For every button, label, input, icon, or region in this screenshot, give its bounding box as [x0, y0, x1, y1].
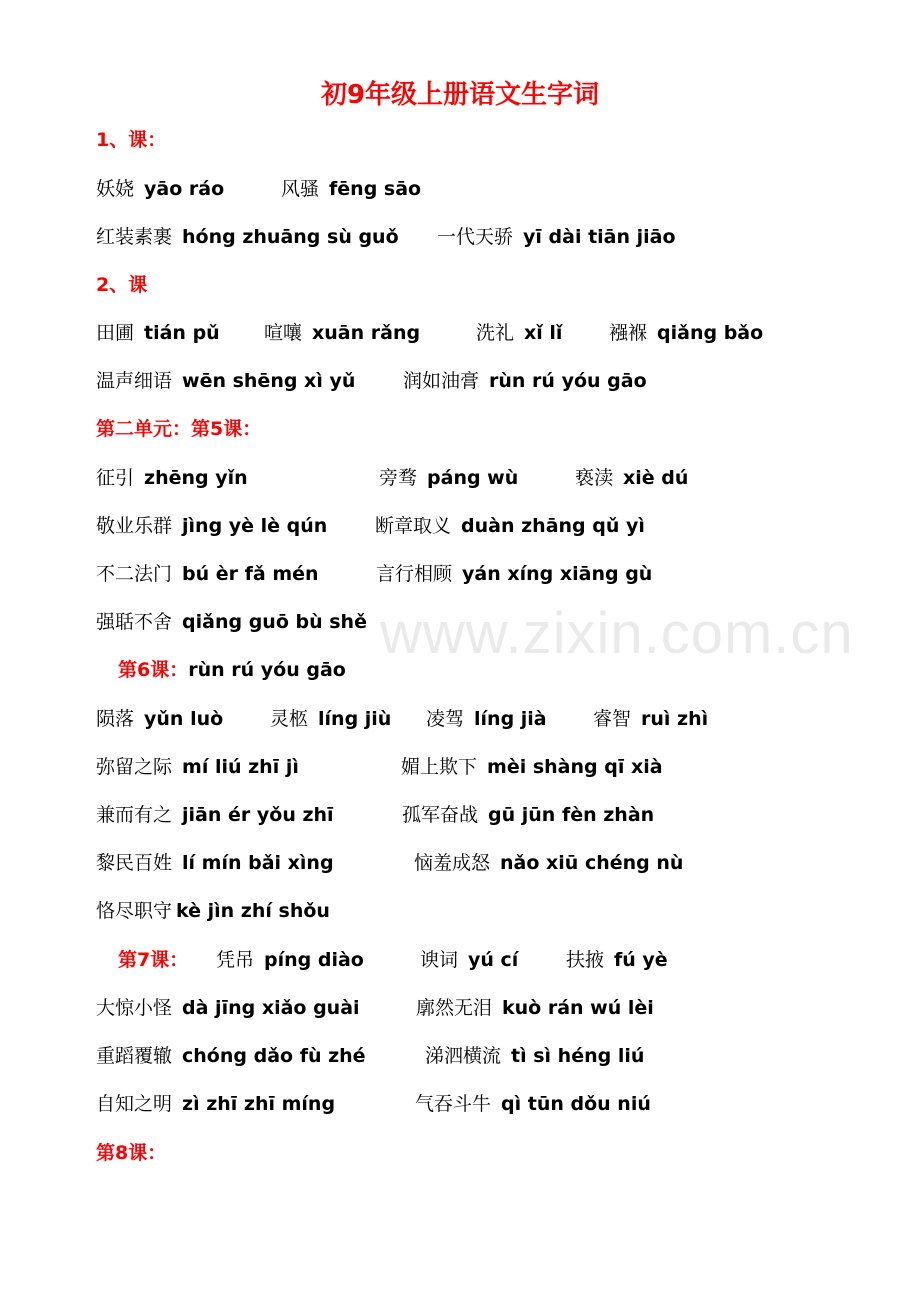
pinyin: qiǎng bǎo [657, 322, 764, 344]
pinyin: xiè dú [623, 467, 689, 489]
vocab-entry [437, 222, 676, 252]
pinyin: tì sì héng liú [511, 1045, 645, 1067]
pinyin: mèi shàng qī xià [487, 756, 663, 778]
pinyin: dà jīng xiǎo guài [182, 997, 360, 1019]
vocab-entry [216, 945, 364, 975]
hanzi: 妖娆 [96, 178, 135, 200]
pinyin: yī dài tiān jiāo [523, 226, 676, 248]
hanzi: 涕泗横流 [425, 1045, 502, 1067]
lesson-6-line [118, 655, 346, 685]
pinyin: wēn shēng xì yǔ [182, 370, 356, 392]
vocab-entry [96, 559, 319, 589]
vocab-entry [96, 318, 220, 348]
hanzi: 不二法门 [96, 563, 173, 585]
vocab-entry [375, 511, 645, 541]
hanzi: 重蹈覆辙 [96, 1045, 173, 1067]
hanzi: 凌驾 [426, 708, 465, 730]
vocab-entry [426, 704, 547, 734]
hanzi: 恪尽职守 [96, 900, 173, 922]
hanzi: 自知之明 [96, 1093, 173, 1115]
vocab-entry [566, 945, 668, 975]
unit-2-lesson-5-heading: 第二单元：第5课： [96, 418, 262, 440]
vocab-entry [96, 463, 248, 493]
pinyin: bú èr fǎ mén [182, 563, 319, 585]
hanzi: 弥留之际 [96, 756, 173, 778]
hanzi: 断章取义 [375, 515, 452, 537]
vocab-entry [425, 1041, 644, 1071]
hanzi: 旁骛 [379, 467, 418, 489]
hanzi: 强聒不舍 [96, 611, 173, 633]
hanzi: 襁褓 [609, 322, 648, 344]
vocab-entry [96, 607, 367, 637]
lesson-6-heading: 第6课： [118, 659, 189, 681]
vocab-entry [379, 463, 518, 493]
watermark: www.zixin.com.cn [380, 601, 854, 666]
vocab-entry [575, 463, 688, 493]
lesson-1-heading: 1、课： [96, 129, 167, 151]
pinyin: zhēng yǐn [144, 467, 248, 489]
pinyin: lí mín bǎi xìng [182, 852, 334, 874]
vocab-entry [376, 559, 652, 589]
vocab-entry [96, 1089, 335, 1119]
hanzi: 兼而有之 [96, 804, 173, 826]
vocab-entry [96, 1041, 366, 1071]
lesson-7-heading: 第7课： [118, 949, 189, 971]
pinyin: chóng dǎo fù zhé [182, 1045, 366, 1067]
vocab-entry [96, 511, 327, 541]
vocab-entry [96, 704, 223, 734]
pinyin: píng diào [264, 949, 364, 971]
pinyin: mí liú zhī jì [182, 756, 299, 778]
pinyin: yǔn luò [144, 708, 224, 730]
pinyin: qiǎng guō bù shě [182, 611, 367, 633]
vocab-entry [96, 896, 330, 926]
pinyin: rùn rú yóu gāo [489, 370, 647, 392]
pinyin: yú cí [468, 949, 519, 971]
vocab-entry [96, 752, 299, 782]
vocab-entry [96, 848, 334, 878]
vocab-entry [420, 945, 518, 975]
pinyin: ruì zhì [641, 708, 709, 730]
pinyin: kuò rán wú lèi [502, 997, 654, 1019]
pinyin: yán xíng xiāng gù [462, 563, 653, 585]
hanzi: 廓然无泪 [416, 997, 493, 1019]
hanzi: 黎民百姓 [96, 852, 173, 874]
hanzi: 红装素裹 [96, 226, 173, 248]
hanzi: 凭吊 [216, 949, 255, 971]
hanzi: 大惊小怪 [96, 997, 173, 1019]
hanzi: 气吞斗牛 [415, 1093, 492, 1115]
hanzi: 田圃 [96, 322, 135, 344]
hanzi: 言行相顾 [376, 563, 453, 585]
vocab-entry [96, 366, 355, 396]
pinyin: rùn rú yóu gāo [188, 659, 346, 681]
pinyin: kè jìn zhí shǒu [176, 900, 330, 922]
lesson-8-heading: 第8课： [96, 1142, 167, 1164]
hanzi: 亵渎 [575, 467, 614, 489]
pinyin: páng wù [427, 467, 519, 489]
hanzi: 媚上欺下 [401, 756, 478, 778]
pinyin: hóng zhuāng sù guǒ [182, 226, 399, 248]
vocab-entry [593, 704, 708, 734]
vocab-entry [96, 993, 360, 1023]
hanzi: 睿智 [593, 708, 632, 730]
vocab-entry [402, 800, 654, 830]
hanzi: 洗礼 [476, 322, 515, 344]
hanzi: 风骚 [281, 178, 320, 200]
lesson-2-heading: 2、课 [96, 274, 148, 296]
vocab-entry [416, 993, 654, 1023]
hanzi: 灵柩 [270, 708, 309, 730]
pinyin: nǎo xiū chéng nù [500, 852, 684, 874]
pinyin: duàn zhāng qǔ yì [461, 515, 645, 537]
vocab-entry [96, 174, 224, 204]
pinyin: fú yè [614, 949, 668, 971]
vocab-entry [96, 222, 399, 252]
vocab-entry [264, 318, 420, 348]
pinyin: líng jiù [318, 708, 392, 730]
pinyin: fēng sāo [329, 178, 422, 200]
hanzi: 征引 [96, 467, 135, 489]
hanzi: 一代天骄 [437, 226, 514, 248]
pinyin: tián pǔ [144, 322, 220, 344]
hanzi: 扶掖 [566, 949, 605, 971]
pinyin: jiān ér yǒu zhī [182, 804, 334, 826]
vocab-entry [270, 704, 391, 734]
hanzi: 恼羞成怒 [414, 852, 491, 874]
pinyin: qì tūn dǒu niú [501, 1093, 651, 1115]
hanzi: 喧嚷 [264, 322, 303, 344]
pinyin: xuān rǎng [312, 322, 421, 344]
hanzi: 孤军奋战 [402, 804, 479, 826]
pinyin: yāo ráo [144, 178, 225, 200]
hanzi: 温声细语 [96, 370, 173, 392]
pinyin: gū jūn fèn zhàn [488, 804, 655, 826]
vocab-entry [96, 800, 334, 830]
vocab-entry [401, 752, 663, 782]
pinyin: zì zhī zhī míng [182, 1093, 336, 1115]
vocab-entry [414, 848, 683, 878]
pinyin: jìng yè lè qún [182, 515, 328, 537]
vocab-entry [415, 1089, 651, 1119]
pinyin: líng jià [474, 708, 547, 730]
vocab-entry [476, 318, 562, 348]
hanzi: 润如油膏 [403, 370, 480, 392]
pinyin: xǐ lǐ [524, 322, 563, 344]
vocab-entry [609, 318, 763, 348]
vocab-entry [281, 174, 421, 204]
hanzi: 陨落 [96, 708, 135, 730]
document-title: 初9年级上册语文生字词 [320, 80, 600, 110]
hanzi: 谀词 [420, 949, 459, 971]
vocab-entry [403, 366, 647, 396]
hanzi: 敬业乐群 [96, 515, 173, 537]
